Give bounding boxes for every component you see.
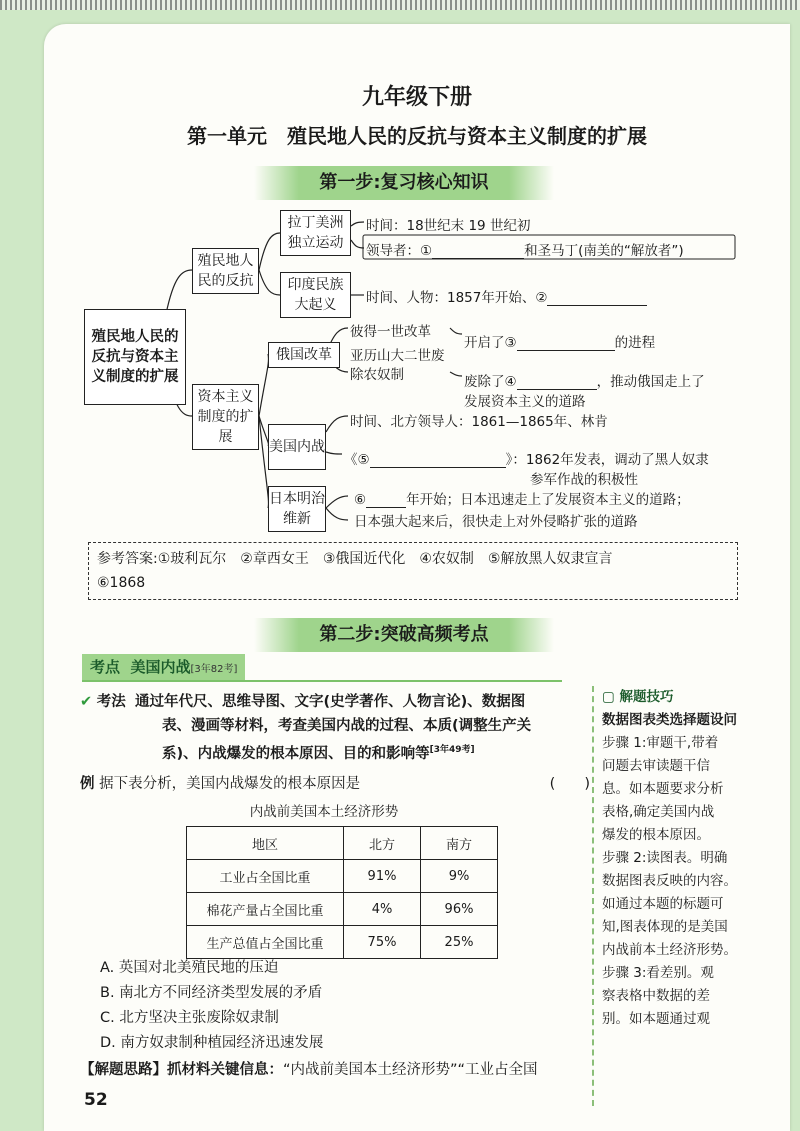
latin-leader-box — [362, 234, 736, 260]
answers-line-2: ⑥1868 — [97, 575, 146, 591]
us-document: 《⑤ 》：1862年发表，调动了黑人奴隶 — [344, 452, 709, 468]
blank-4 — [517, 375, 597, 390]
table-cell: 91% — [344, 860, 421, 893]
blank-3 — [517, 336, 615, 351]
alex-result-2: 发展资本主义的道路 — [464, 394, 586, 410]
node-us-civil-war: 美国内战 — [268, 424, 326, 470]
mindmap-root: 殖民地人民的反抗与资本主义制度的扩展 — [84, 309, 186, 405]
node-meiji: 日本明治维新 — [268, 486, 326, 532]
note-icon: ▢ — [602, 689, 615, 705]
unit-title: 第一单元 殖民地人民的反抗与资本主义制度的扩展 — [187, 124, 647, 148]
table-cell: 75% — [344, 926, 421, 959]
reference-answers — [88, 542, 738, 600]
table-cell: 4% — [344, 893, 421, 926]
example-question: 例 据下表分析，美国内战爆发的根本原因是 ( ) — [80, 776, 590, 792]
grade-title: 九年级下册 — [361, 85, 472, 110]
node-capitalism-expansion: 资本主义制度的扩展 — [192, 384, 259, 450]
table-header: 地区 — [187, 827, 344, 860]
peter-reform: 彼得一世改革 — [350, 324, 431, 340]
blank-2 — [547, 291, 647, 306]
table-cell: 25% — [421, 926, 498, 959]
blank-5 — [370, 453, 506, 468]
table-cell: 棉花产量占全国比重 — [187, 893, 344, 926]
table-cell: 生产总值占全国比重 — [187, 926, 344, 959]
option-c: C. 北方坚决主张废除奴隶制 — [100, 1010, 279, 1026]
answers-line-1: 参考答案:①玻利瓦尔 ②章西女王 ③俄国近代化 ④农奴制 ⑤解放黑人奴隶宣言 — [97, 551, 613, 567]
latin-time: 时间：18世纪末 19 世纪初 — [366, 218, 531, 234]
us-time: 时间、北方领导人：1861—1865年、林肯 — [350, 414, 608, 430]
kaofa-block: ✔ 考法 通过年代尺、思维导图、文字(史学著作、人物言论)、数据图 表、漫画等材料，考查美国内战的过程、本质(调整生产关 系)、内战爆发的根本原因、目的和影响等[3年49考] — [80, 694, 532, 762]
solution-hint: 【解题思路】抓材料关键信息：“内战前美国本土经济形势”“工业占全国 — [80, 1062, 538, 1078]
check-icon: ✔ — [80, 694, 93, 710]
step2-banner: 第二步:突破高频考点 — [254, 618, 554, 652]
meiji-start: ⑥ 年开始；日本迅速走上了发展资本主义的道路； — [354, 492, 690, 508]
table-header: 北方 — [344, 827, 421, 860]
kaodian-underline — [82, 680, 562, 682]
latin-leader: 领导者：① 和圣马丁(南美的“解放者”) — [366, 243, 684, 259]
page-number: 52 — [84, 1090, 108, 1110]
option-d: D. 南方奴隶制种植园经济迅速发展 — [100, 1035, 324, 1051]
meiji-expansion: 日本强大起来后，很快走上对外侵略扩张的道路 — [354, 514, 638, 530]
alex-reform: 亚历山大二世废除农奴制 — [350, 348, 445, 383]
book-page — [44, 24, 790, 1131]
alex-result: 废除了④ ，推动俄国走上了 — [464, 374, 705, 390]
step1-banner: 第一步:复习核心知识 — [254, 166, 554, 200]
table-cell: 96% — [421, 893, 498, 926]
table-cell: 工业占全国比重 — [187, 860, 344, 893]
kaodian-tag: 考点 美国内战[3年82考] — [82, 654, 245, 680]
node-latin-america: 拉丁美洲独立运动 — [280, 210, 351, 256]
india-info: 时间、人物：1857年开始、② — [366, 286, 647, 306]
option-a: A. 英国对北美殖民地的压迫 — [100, 960, 279, 976]
economy-table — [186, 826, 498, 959]
node-russia-reform: 俄国改革 — [268, 342, 340, 368]
table-header: 南方 — [421, 827, 498, 860]
tips-panel: ▢ 解题技巧 数据图表类选择题设问 步骤 1:审题干,带着 问题去审读题干信 息。如本题要求分析 表格,确定美国内战 爆发的根本原因。 步骤 2:读图表。明确 数据图表反映的内容。 如通过本题的标题可 知,图表体现的是美国 内战前本土经济形势。 步骤 3:看差别。观 察表格中数据的差 别。如本题通过观 — [592, 686, 784, 1106]
table-cell: 9% — [421, 860, 498, 893]
blank-6 — [366, 493, 406, 508]
node-india-uprising: 印度民族大起义 — [280, 272, 351, 318]
node-colonial-resistance: 殖民地人民的反抗 — [192, 248, 259, 294]
scan-edge-strip — [0, 0, 800, 10]
us-document-2: 参军作战的积极性 — [530, 472, 638, 488]
table-title: 内战前美国本土经济形势 — [249, 804, 399, 820]
peter-result: 开启了③ 的进程 — [464, 335, 656, 351]
option-b: B. 南北方不同经济类型发展的矛盾 — [100, 985, 323, 1001]
